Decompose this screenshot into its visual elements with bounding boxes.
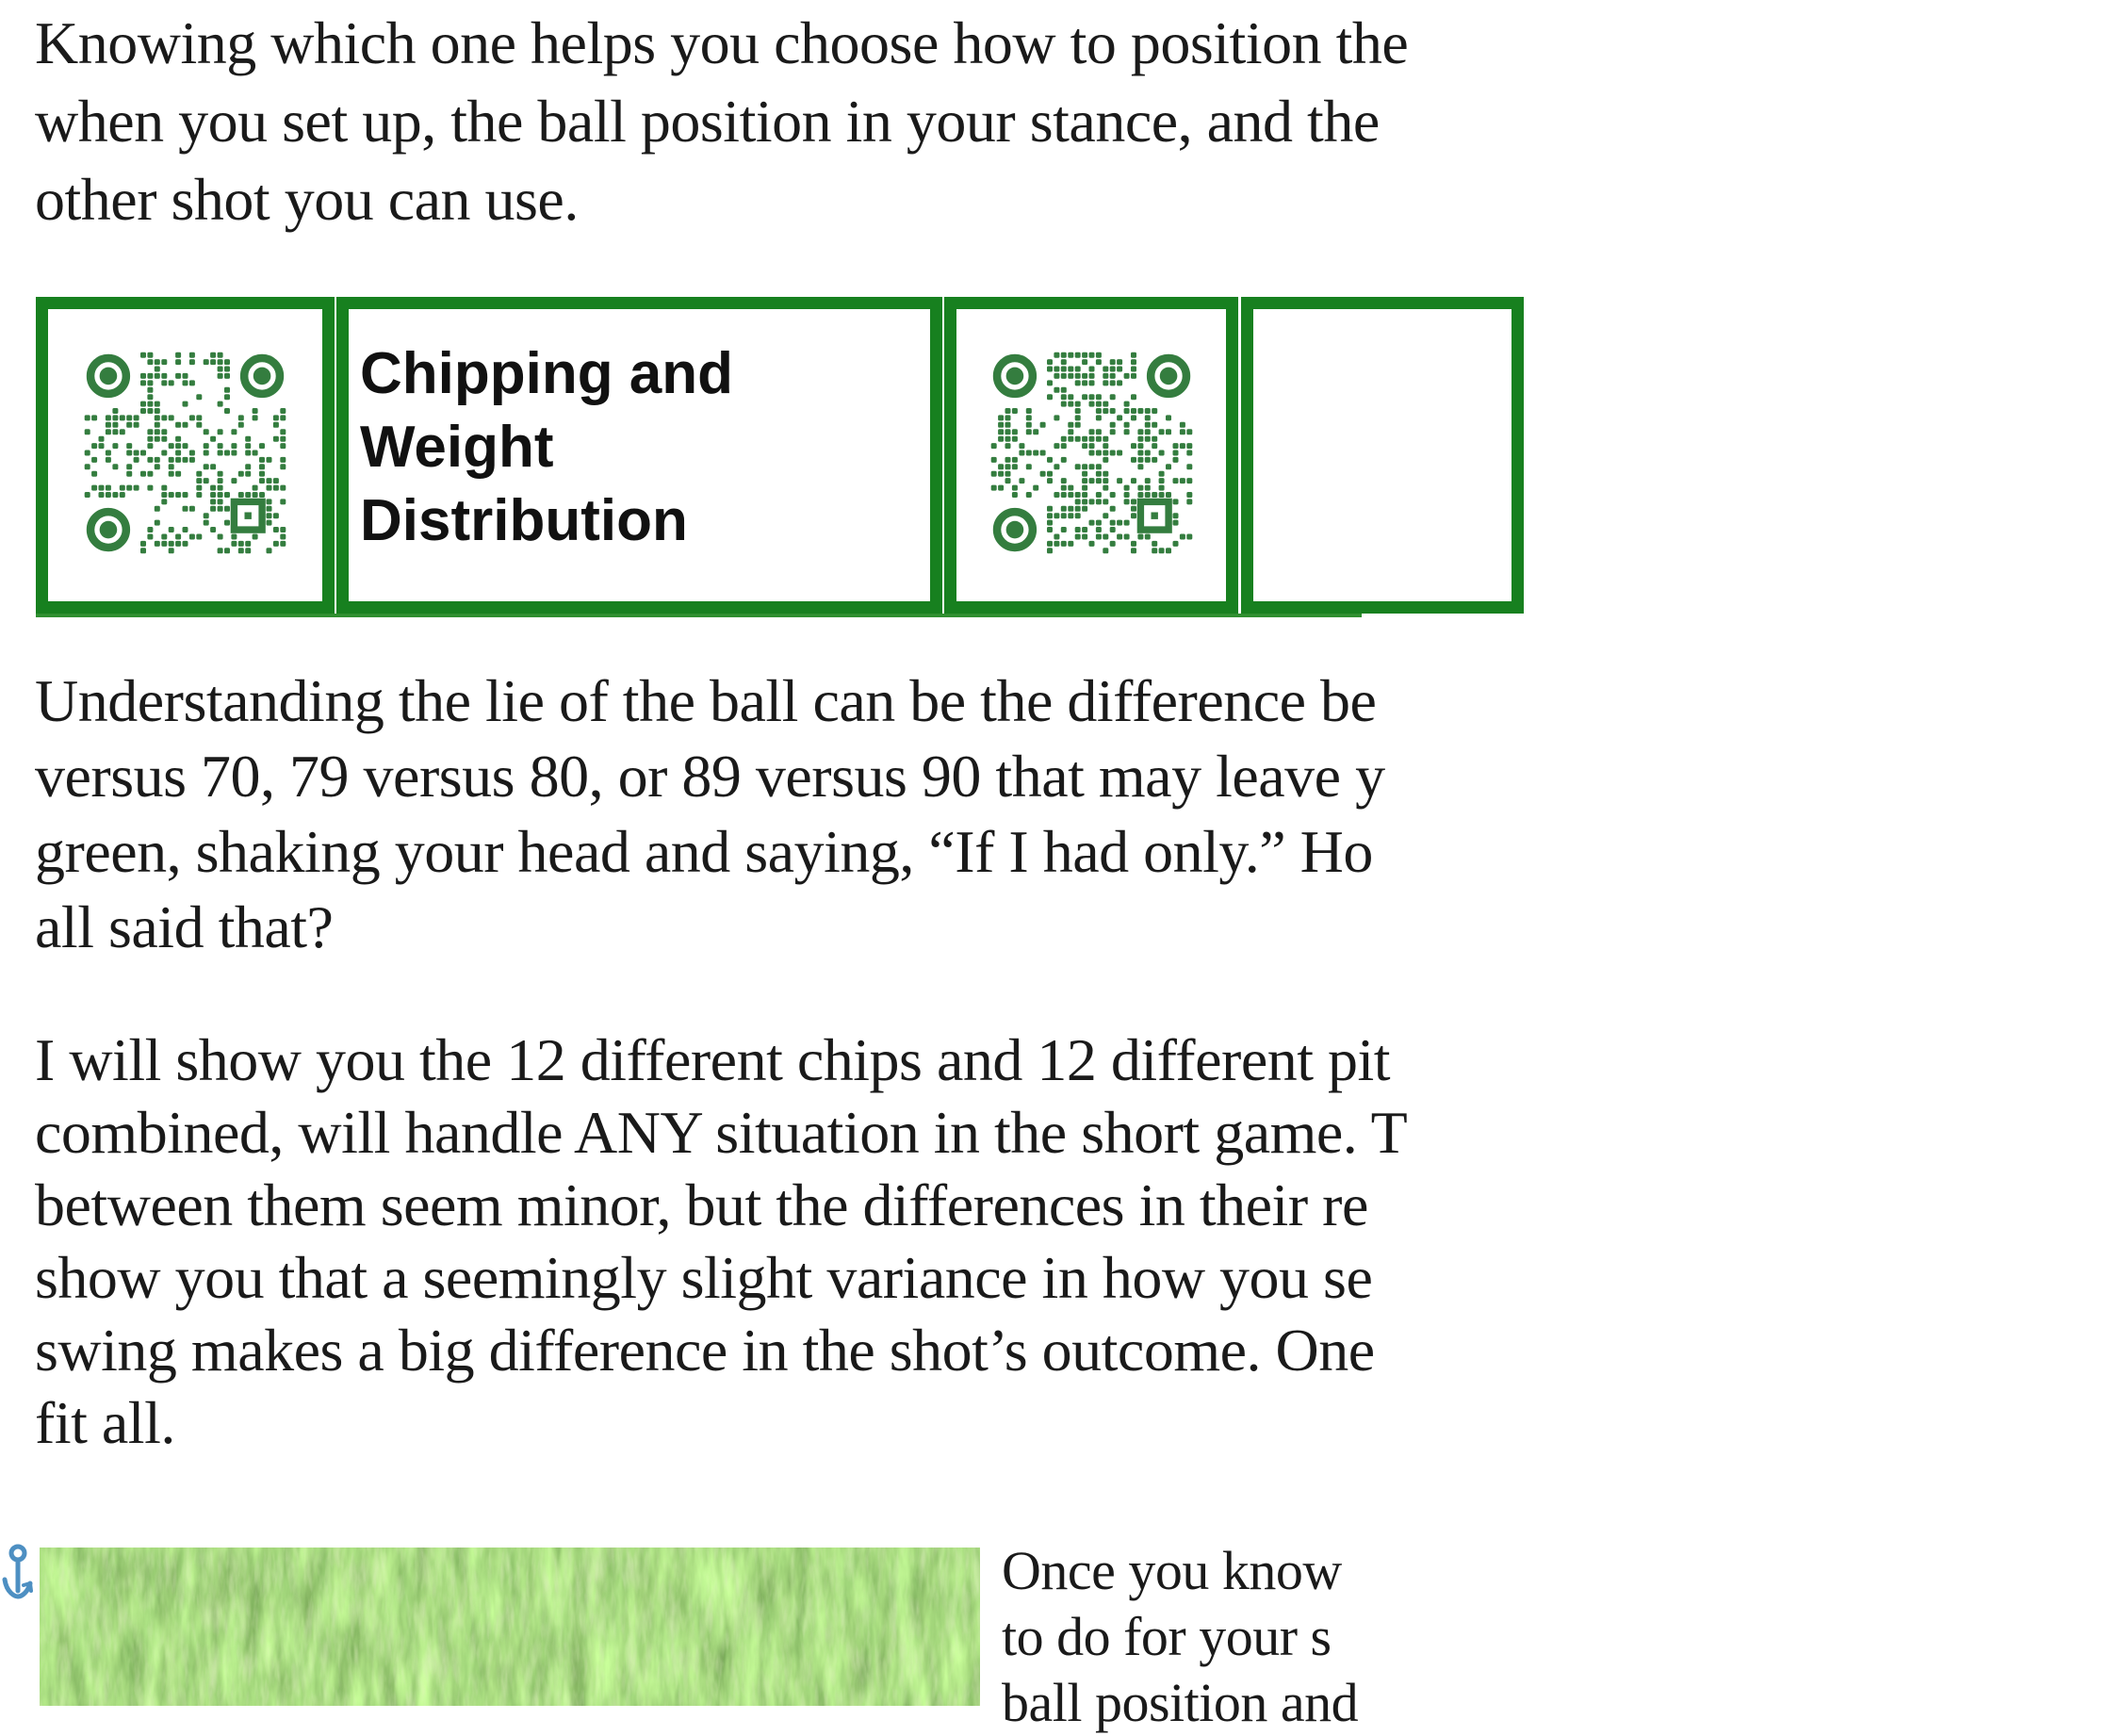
paragraph-line: other shot you can use. bbox=[35, 166, 579, 233]
anchor-icon[interactable] bbox=[2, 1544, 34, 1602]
paragraph-line: fit all. bbox=[35, 1389, 175, 1456]
paragraph-line: Once you know bbox=[1002, 1540, 1342, 1601]
qr-box-title-line: Chipping and bbox=[360, 341, 734, 406]
paragraph-2 bbox=[35, 663, 2108, 965]
paragraph-line: combined, will handle ANY situation in the short game. T bbox=[35, 1099, 1408, 1166]
paragraph-line: when you set up, the ball position in your stance, and the bbox=[35, 88, 1380, 155]
paragraph-1 bbox=[35, 4, 2108, 238]
paragraph-line: I will show you the 12 different chips and 12 different pit bbox=[35, 1026, 1391, 1093]
qr-code-icon bbox=[990, 352, 1193, 559]
paragraph-line: green, shaking your head and saying, “If I had only.” Ho bbox=[35, 818, 1373, 885]
paragraph-line: versus 70, 79 versus 80, or 89 versus 90 that may leave y bbox=[35, 743, 1385, 810]
paragraph-line: between them seem minor, but the differences in their re bbox=[35, 1171, 1368, 1238]
qr-box-title bbox=[349, 309, 733, 558]
paragraph-3 bbox=[35, 1024, 2108, 1459]
qr-cell-left bbox=[36, 297, 335, 614]
paragraph-line: to do for your s bbox=[1002, 1606, 1332, 1667]
grass-photo[interactable] bbox=[40, 1548, 980, 1706]
qr-cell-empty bbox=[1241, 297, 1524, 614]
paragraph-line: ball position and bbox=[1002, 1672, 1359, 1733]
paragraph-line: show you that a seemingly slight variance in how you se bbox=[35, 1244, 1373, 1311]
qr-box-title-line: Distribution bbox=[360, 488, 688, 553]
paragraph-line: all said that? bbox=[35, 893, 334, 960]
paragraph-line: swing makes a big difference in the shot’s outcome. One bbox=[35, 1317, 1375, 1384]
qr-box-title-cell bbox=[336, 297, 942, 614]
qr-box-title-line: Weight bbox=[360, 415, 554, 480]
paragraph-line: Understanding the lie of the ball can be the difference be bbox=[35, 667, 1377, 734]
wrapped-text-column bbox=[1002, 1538, 1944, 1736]
qr-cell-right bbox=[944, 297, 1238, 614]
paragraph-line: Knowing which one helps you choose how to position the bbox=[35, 9, 1409, 76]
table-underline bbox=[36, 614, 1362, 617]
qr-code-icon bbox=[84, 352, 286, 559]
